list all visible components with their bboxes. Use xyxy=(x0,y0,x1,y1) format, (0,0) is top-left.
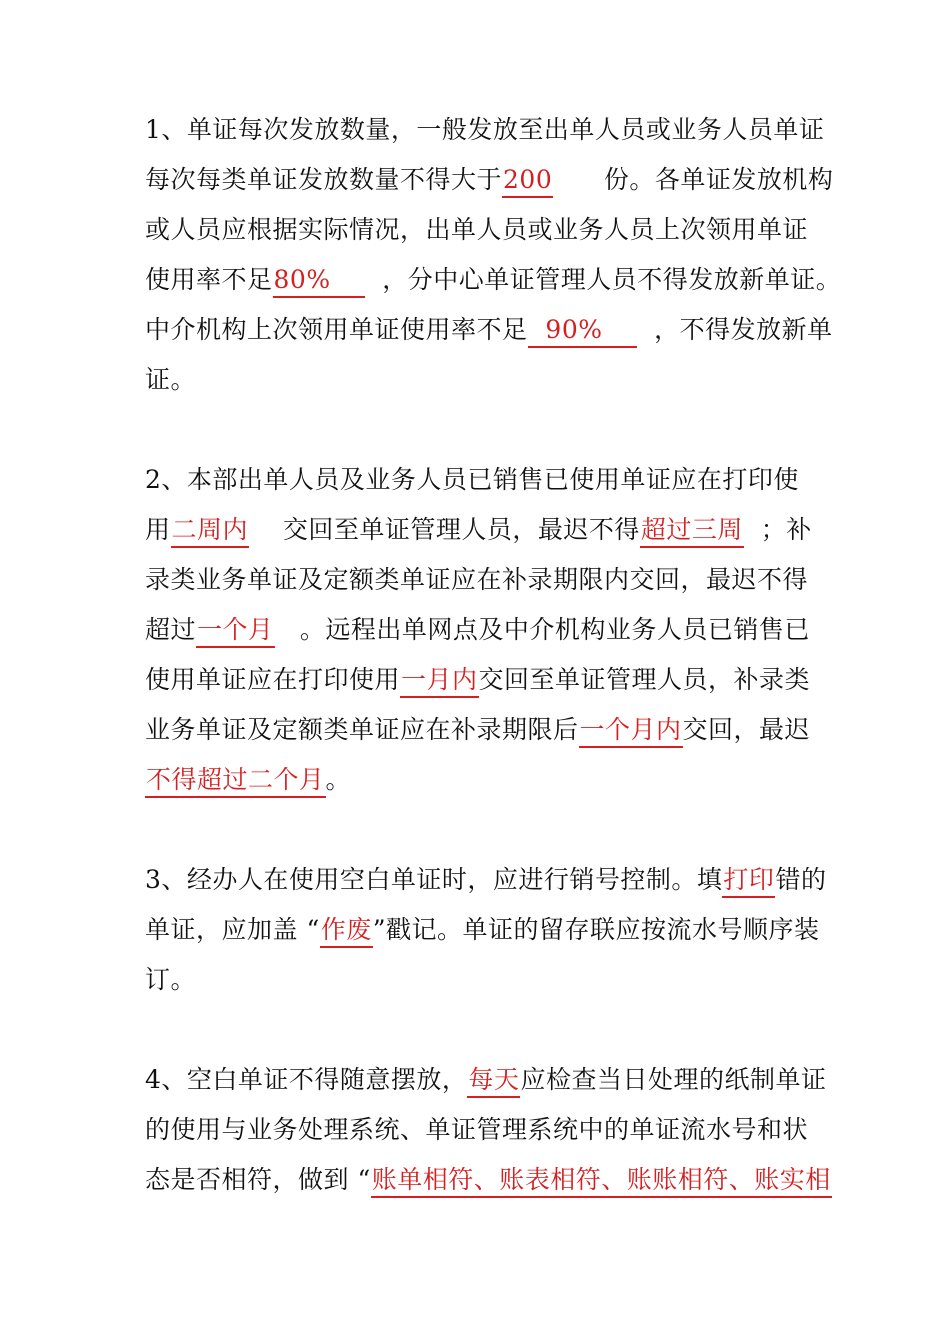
text-run: 中介机构上次领用单证使用率不足 xyxy=(145,315,528,344)
text-line xyxy=(145,610,815,650)
text-line xyxy=(145,960,815,1000)
text-line xyxy=(145,1110,815,1150)
filled-answer: 一个月 xyxy=(196,614,275,648)
filled-answer: 90% xyxy=(528,314,638,348)
filled-answer: 200 xyxy=(502,164,553,198)
text-run: 3、经办人在使用空白单证时，应进行销号控制。填 xyxy=(145,865,723,894)
text-line xyxy=(145,310,833,350)
filled-answer: 账单相符、账表相符、账账相符、账实相 xyxy=(371,1164,832,1198)
text-line xyxy=(145,660,815,700)
text-run: 。远程出单网点及中介机构业务人员已销售已 xyxy=(274,615,810,644)
text-run: ，分中心单证管理人员不得发放新单证。 xyxy=(365,265,842,294)
text-run: 使用率不足 xyxy=(145,265,273,294)
text-run: 1、单证每次发放数量，一般发放至出单人员或业务人员单证 xyxy=(145,115,825,144)
text-run: 应检查当日处理的纸制单证 xyxy=(520,1065,827,1094)
text-run: 2、本部出单人员及业务人员已销售已使用单证应在打印使 xyxy=(145,465,799,494)
text-run: 份。各单证发放机构 xyxy=(553,165,834,194)
text-line xyxy=(145,510,815,550)
text-line xyxy=(145,110,825,150)
text-line xyxy=(145,260,842,300)
text-line xyxy=(145,710,815,750)
text-run: 或人员应根据实际情况，出单人员或业务人员上次领用单证 xyxy=(145,215,809,244)
text-line xyxy=(145,1060,827,1100)
text-run: 错的 xyxy=(775,865,827,894)
text-run: 4、空白单证不得随意摆放， xyxy=(145,1065,468,1094)
filled-answer: 80% xyxy=(273,264,366,298)
text-line xyxy=(145,910,820,950)
text-line xyxy=(145,160,834,200)
filled-answer: 不得超过二个月 xyxy=(145,764,326,798)
text-run: 业务单证及定额类单证应在补录期限后 xyxy=(145,715,579,744)
text-line xyxy=(145,860,827,900)
text-run: ，不得发放新单 xyxy=(637,315,833,344)
text-run: 交回至单证管理人员，最迟不得 xyxy=(249,515,640,544)
text-line xyxy=(145,360,815,400)
text-run: 超过 xyxy=(145,615,197,644)
text-run: 单证，应加盖 “ xyxy=(145,915,320,944)
text-run: 每次每类单证发放数量不得大于 xyxy=(145,165,503,194)
filled-answer: 作废 xyxy=(320,914,373,948)
filled-answer: 一个月内 xyxy=(579,714,683,748)
text-run: 交回，最迟 xyxy=(682,715,811,744)
filled-answer: 一月内 xyxy=(400,664,479,698)
text-run: ；补 xyxy=(743,515,812,544)
text-line xyxy=(145,1160,831,1200)
text-line xyxy=(145,210,815,250)
text-line xyxy=(145,560,815,600)
text-run: ”戳记。单证的留存联应按流水号顺序装 xyxy=(372,915,820,944)
text-run: 证。 xyxy=(145,365,197,394)
text-line xyxy=(145,760,815,800)
text-run: 。 xyxy=(325,765,352,794)
text-run: 录类业务单证及定额类单证应在补录期限内交回，最迟不得 xyxy=(145,565,809,594)
filled-answer: 打印 xyxy=(722,864,775,898)
text-run: 使用单证应在打印使用 xyxy=(145,665,401,694)
text-run: 订。 xyxy=(145,965,197,994)
filled-answer: 超过三周 xyxy=(640,514,744,548)
text-run: 态是否相符，做到 “ xyxy=(145,1165,371,1194)
filled-answer: 每天 xyxy=(467,1064,520,1098)
text-run: 用 xyxy=(145,515,171,544)
filled-answer: 二周内 xyxy=(171,514,250,548)
text-run: 交回至单证管理人员，补录类 xyxy=(478,665,811,694)
text-run: 的使用与业务处理系统、单证管理系统中的单证流水号和状 xyxy=(145,1115,809,1144)
text-line xyxy=(145,460,815,500)
